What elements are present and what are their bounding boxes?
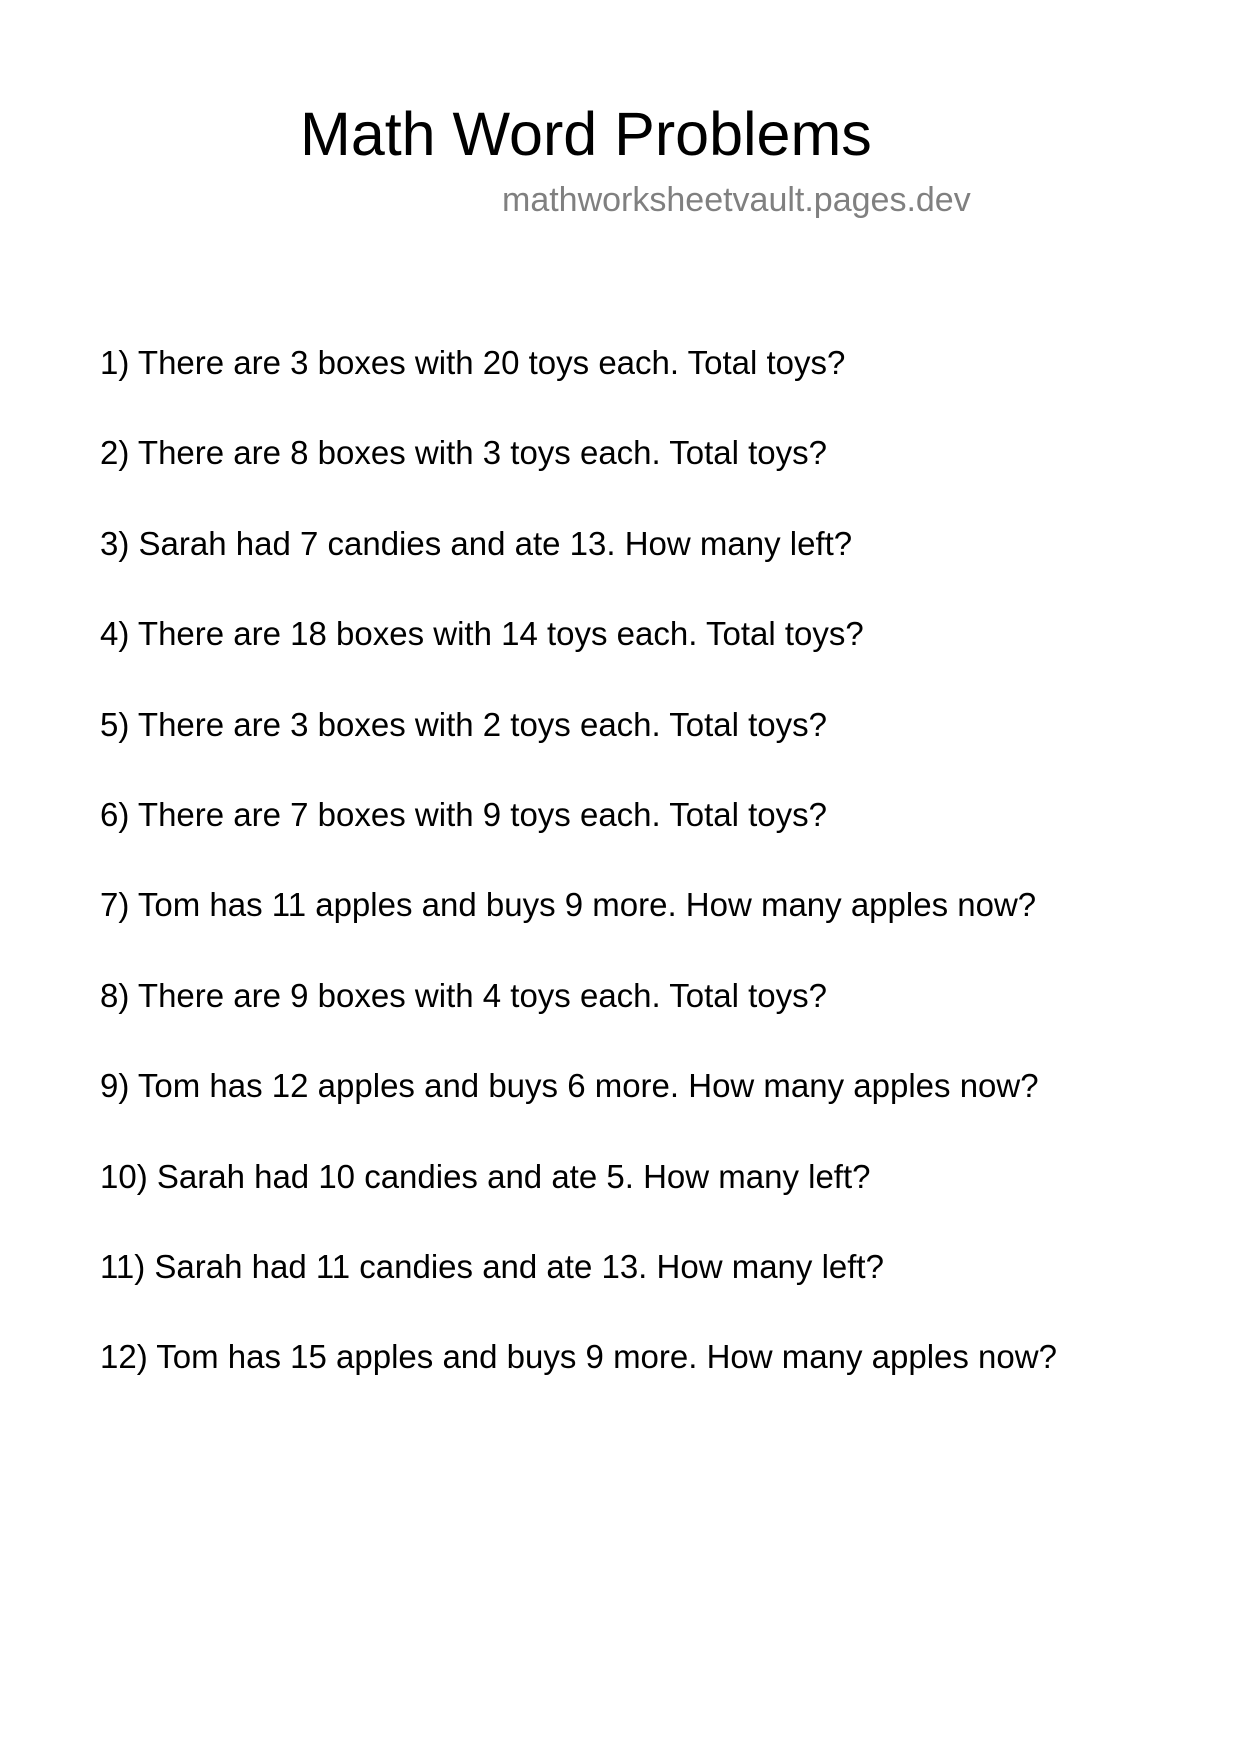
website-label: mathworksheetvault.pages.dev (502, 181, 971, 219)
problem-7: 7) Tom has 11 apples and buys 9 more. How many apples now? (100, 886, 1037, 924)
problem-6: 6) There are 7 boxes with 9 toys each. Total toys? (100, 795, 828, 833)
problem-5: 5) There are 3 boxes with 2 toys each. Total toys? (100, 705, 828, 743)
problem-10: 10) Sarah had 10 candies and ate 5. How many left? (100, 1157, 871, 1195)
problem-list (100, 343, 1057, 1428)
problem-2: 2) There are 8 boxes with 3 toys each. Total toys? (100, 434, 828, 472)
problem-12: 12) Tom has 15 apples and buys 9 more. How many apples now? (100, 1338, 1057, 1376)
problem-11: 11) Sarah had 11 candies and ate 13. How many left? (100, 1247, 884, 1285)
problem-9: 9) Tom has 12 apples and buys 6 more. How many apples now? (100, 1067, 1039, 1105)
problem-8: 8) There are 9 boxes with 4 toys each. Total toys? (100, 976, 828, 1014)
problem-4: 4) There are 18 boxes with 14 toys each. Total toys? (100, 615, 864, 653)
problem-3: 3) Sarah had 7 candies and ate 13. How many left? (100, 524, 853, 562)
problem-1: 1) There are 3 boxes with 20 toys each. Total toys? (100, 344, 846, 381)
page-title: Math Word Problems (300, 100, 872, 168)
